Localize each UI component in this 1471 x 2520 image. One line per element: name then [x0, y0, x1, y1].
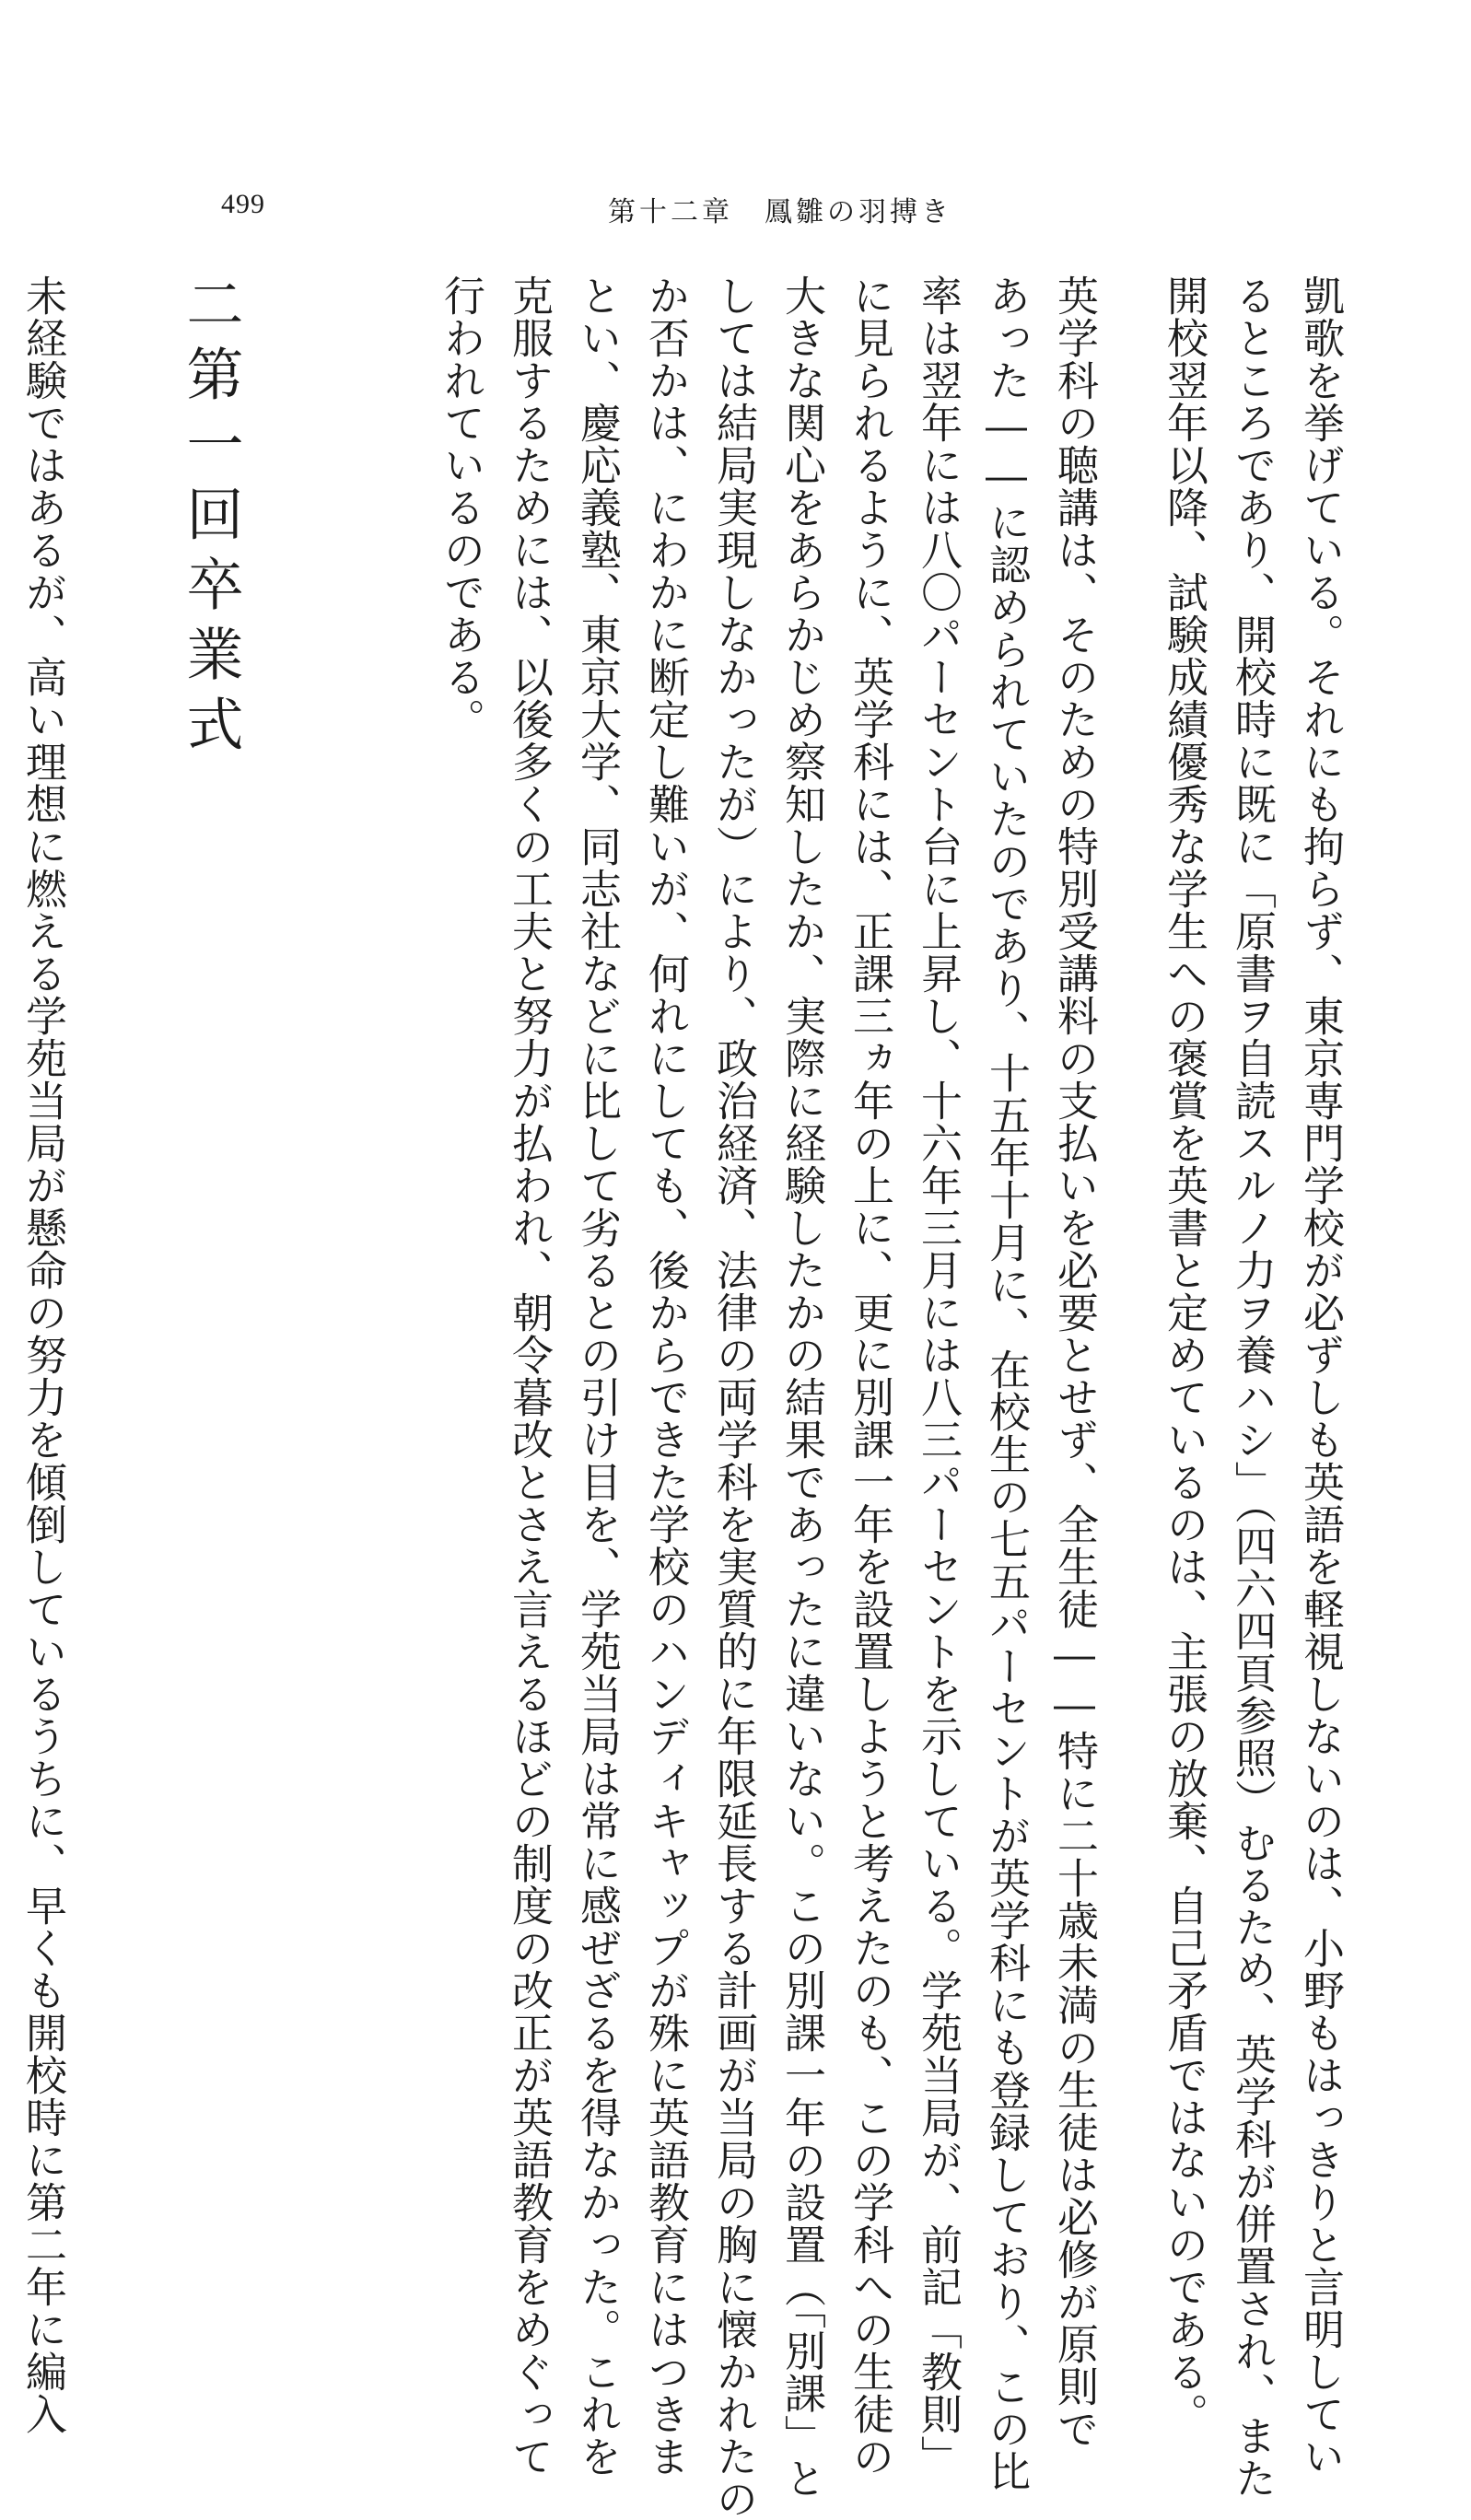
text-line: るところであり、開校時に既に「原書ヲ自読スルノ力ヲ養ハシ」（四六四頁参照）むるため、英学科が併置され、また	[1228, 274, 1277, 2500]
text-line: に見られるように、英学科には、正課三ヵ年の上に、更に別課一年を設置しようと考えたのも、この学科への生徒の	[846, 274, 894, 2478]
page-number: 499	[221, 189, 265, 219]
text-line: 克服するためには、以後多くの工夫と努力が払われ、朝令暮改とさえ言えるほどの制度の改正が英語教育をめぐって	[505, 274, 554, 2478]
text-line: 凱歌を挙げている。それにも拘らず、東京専門学校が必ずしも英語を軽視しないのは、小野もはっきりと言明してい	[1296, 274, 1345, 2478]
text-line	[0, 274, 8, 2098]
section-title: 第一回卒業式	[177, 344, 244, 764]
running-head: 第十二章 鳳雛の羽搏き	[608, 196, 952, 228]
section-heading	[118, 274, 426, 2098]
text-line: か否かは、にわかに断定し難いが、何れにしても、後からできた学校のハンディキャップが殊に英語教育にはつきま	[641, 274, 690, 2478]
text-line: とい、慶応義塾、東京大学、同志社などに比して劣るとの引け目を、学苑当局は常に感ぜざるを得なかった。これを	[573, 274, 622, 2478]
text-line: 大きな関心をあらかじめ察知したか、実際に経験したかの結果であったに違いない。この別課一年の設置（「別課」と	[777, 274, 826, 2500]
text-line: 行われているのである。	[437, 274, 485, 741]
text-line: 開校翌年以降、試験成績優秀な学生への褒賞を英書と定めているのは、主張の放棄、自己矛盾ではないのである。	[1160, 274, 1208, 2435]
text-line: 率は翌年には八〇パーセント台に上昇し、十六年三月には八三パーセントを示している。学苑当局が、前記「教則」	[914, 274, 963, 2478]
text-line: あった――に認められていたのであり、十五年十月に、在校生の七五パーセントが英学科にも登録しており、この比	[982, 274, 1031, 2492]
body-text	[18, 274, 1354, 2520]
paragraph-start-line: 未経験ではあるが、高い理想に燃える学苑当局が懸命の努力を傾倒しているうちに、早くも開校時に第二年に編入	[18, 274, 67, 2435]
text-line: しては結局実現しなかったが）により、政治経済、法律の両学科を実質的に年限延長する計画が当局の胸に懐かれたの	[709, 274, 758, 2520]
paragraph-start-line: 英学科の聴講は、そのための特別受講料の支払いを必要とせず、全生徒――特に二十歳未満の生徒は必修が原則で	[1050, 274, 1099, 2450]
section-number: 二	[177, 274, 244, 344]
